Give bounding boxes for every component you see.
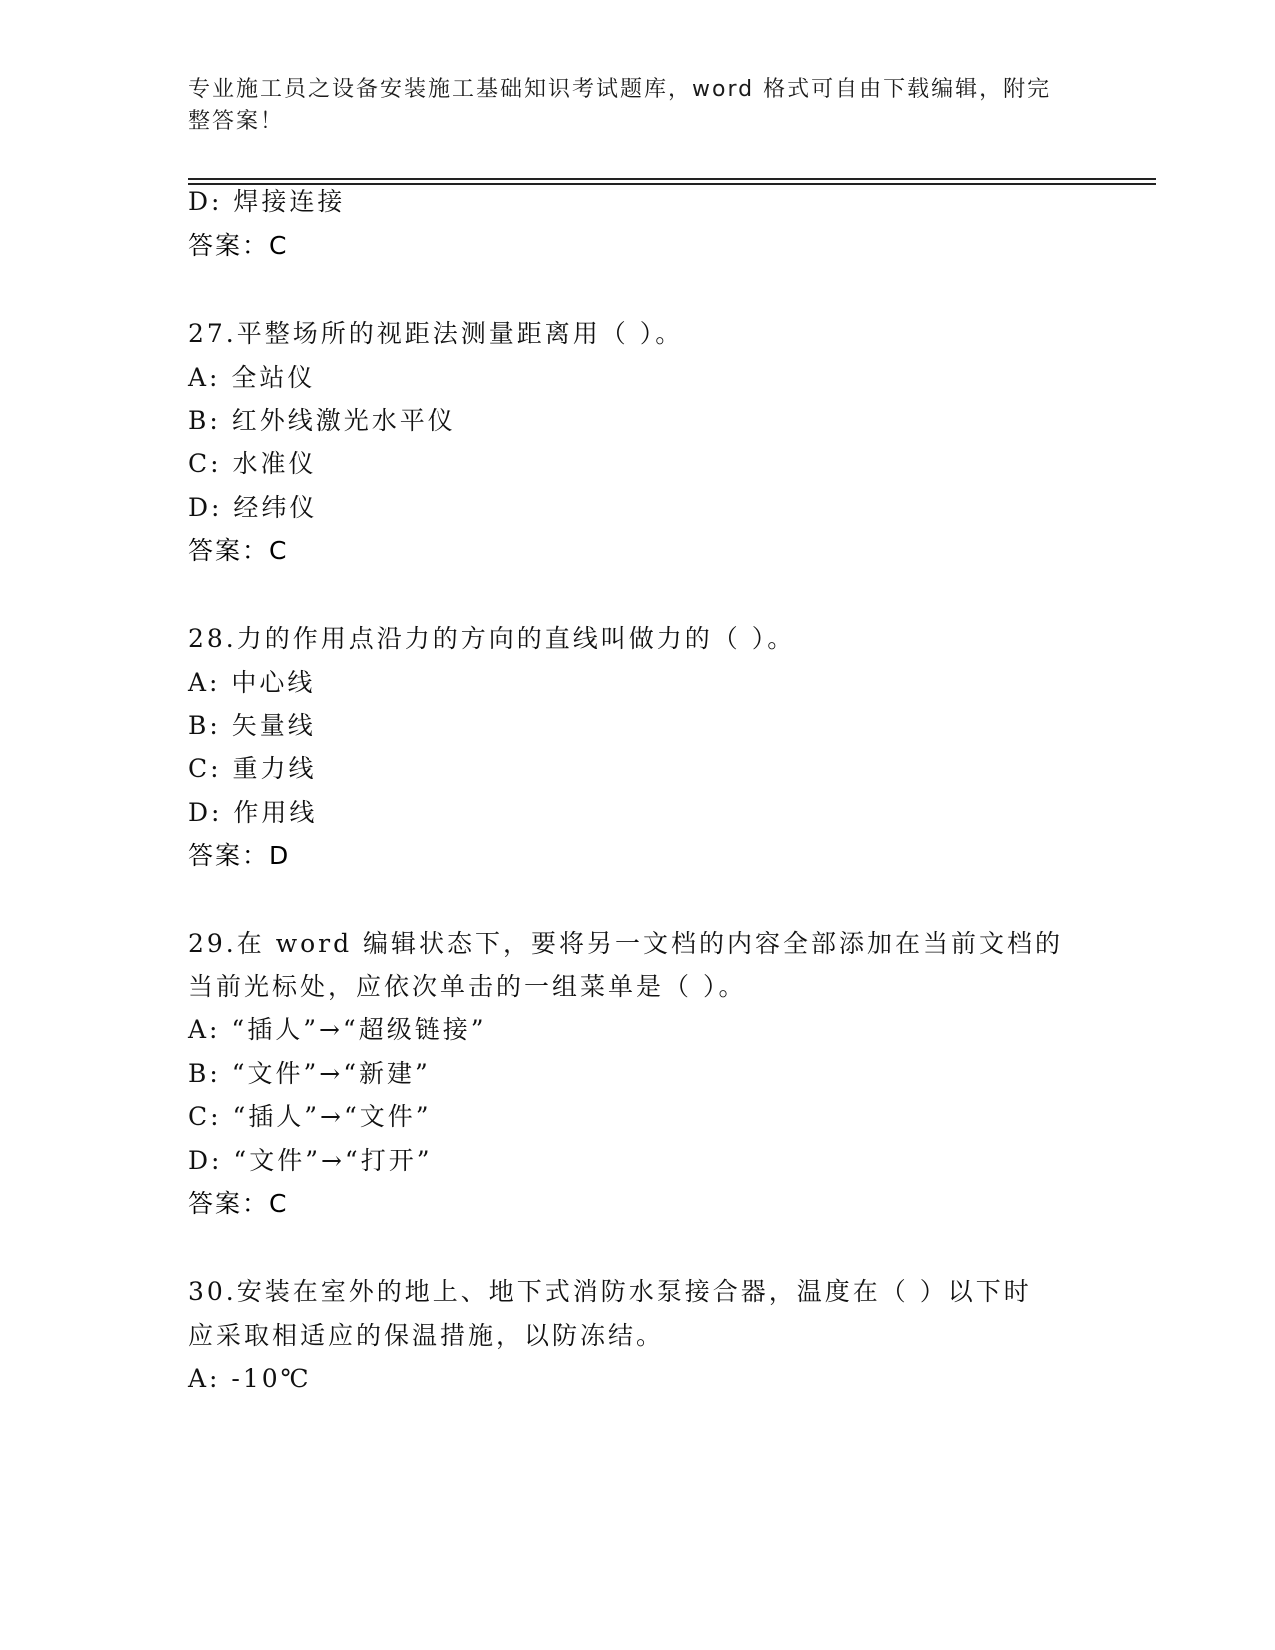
question-29-line-2: 当前光标处，应依次单击的一组菜单是（ ）。 <box>188 972 747 1001</box>
question-27: 27.平整场所的视距法测量距离用（ ）。 <box>188 319 684 348</box>
question-29-option-a: A: “插人”→“超级链接” <box>188 1015 487 1044</box>
question-30-option-a: A: -10℃ <box>188 1364 312 1393</box>
question-29-option-b: B: “文件”→“新建” <box>188 1059 431 1088</box>
question-27-option-c: C: 水准仪 <box>188 449 317 478</box>
question-28-answer: 答案：D <box>188 841 291 870</box>
question-27-option-a: A: 全站仪 <box>188 363 316 392</box>
question-28: 28.力的作用点沿力的方向的直线叫做力的（ ）。 <box>188 624 796 653</box>
question-28-option-a: A: 中心线 <box>188 668 316 697</box>
question-30-line-2: 应采取相适应的保温措施，以防冻结。 <box>188 1321 665 1350</box>
header-divider-top <box>188 178 1156 180</box>
question-28-option-d: D: 作用线 <box>188 798 318 827</box>
question-27-option-d: D: 经纬仪 <box>188 493 318 522</box>
question-29-option-d: D: “文件”→“打开” <box>188 1146 433 1175</box>
question-27-answer: 答案：C <box>188 536 289 565</box>
header-divider-bottom <box>188 183 1156 185</box>
question-29-answer: 答案：C <box>188 1189 289 1218</box>
option-d: D: 焊接连接 <box>188 187 346 216</box>
answer: 答案：C <box>188 231 289 260</box>
question-29-line-1: 29.在 word 编辑状态下，要将另一文档的内容全部添加在当前文档的 <box>188 929 1064 958</box>
question-29-option-c: C: “插人”→“文件” <box>188 1102 432 1131</box>
question-30-line-1: 30.安装在室外的地上、地下式消防水泵接合器，温度在（ ）以下时 <box>188 1277 1032 1306</box>
question-28-option-c: C: 重力线 <box>188 754 317 783</box>
document-header: 专业施工员之设备安装施工基础知识考试题库，word 格式可自由下载编辑，附完整答案！ <box>188 77 1052 134</box>
question-27-option-b: B: 红外线激光水平仪 <box>188 406 456 435</box>
question-28-option-b: B: 矢量线 <box>188 711 316 740</box>
